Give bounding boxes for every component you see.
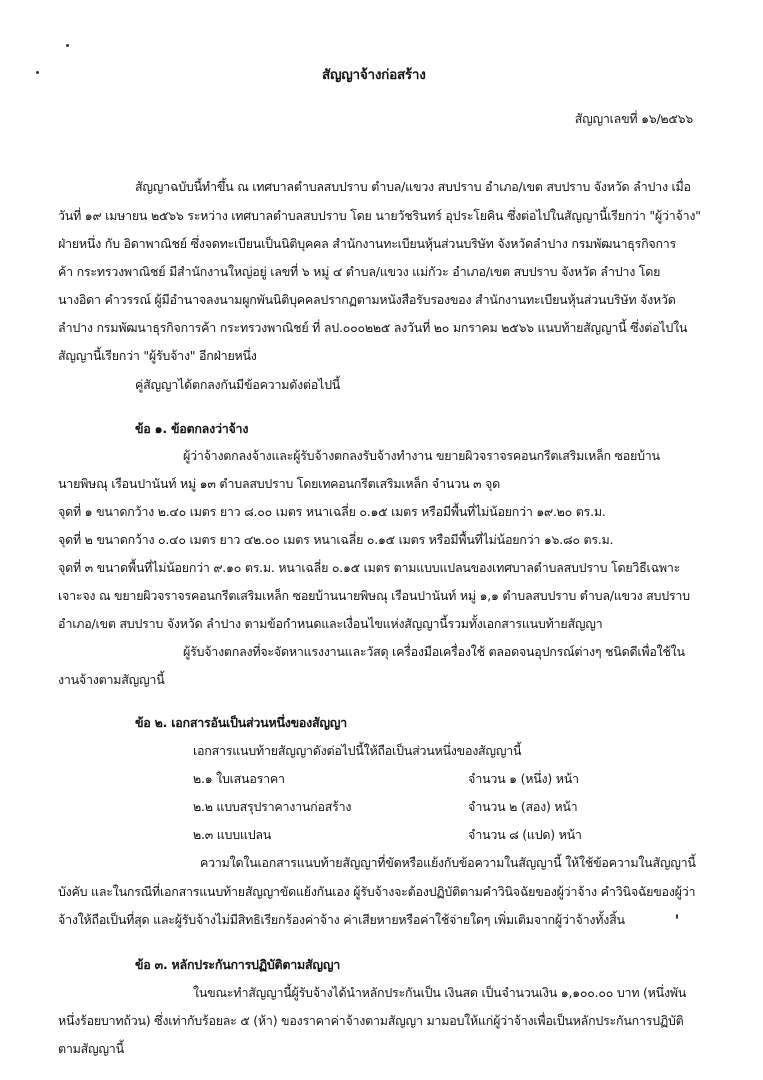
intro-line: ลำปาง กรมพัฒนาธุรกิจการค้า กระทรวงพาณิชย์ ที่ ลป.๐๐๐๒๒๕ ลงวันที่ ๒๐ มกราคม ๒๕๖๖ แนบท้ายสัญญานี้ ซึ่งต่อไปใน [58,320,688,335]
scan-speck [676,914,678,919]
scan-speck [66,44,69,47]
attachment-label: ๒.๑ ใบเสนอราคา [193,771,285,786]
intro-line: วันที่ ๑๙ เมษายน ๒๕๖๖ ระหว่าง เทศบาลตำบลสบปราบ โดย นายวัชรินทร์ อุประโยคิน ซึ่งต่อไปในสัญญานี้เรียกว่า "ผู้ว่าจ้าง" [58,208,701,223]
intro-line: นางอิดา คำวรรณ์ ผู้มีอำนาจลงนามผูกพันนิติบุคคลปรากฏตามหนังสือรับรองของ สำนักงานทะเบียนหุ้นส่วนบริษัท จังหวัด [58,292,676,307]
clause2-line: ความใดในเอกสารแนบท้ายสัญญาที่ขัดหรือแย้งกับข้อความในสัญญานี้ ให้ใช้ข้อความในสัญญานี้ [200,855,696,870]
clause1-line: งานจ้างตามสัญญานี้ [58,672,165,687]
clause3-line: ตามสัญญานี้ [58,1041,124,1056]
clause3-heading: ข้อ ๓. หลักประกันการปฏิบัติตามสัญญา [135,957,340,972]
clause3-line: ในขณะทำสัญญานี้ผู้รับจ้างได้นำหลักประกันเป็น เงินสด เป็นจำนวนเงิน ๑,๑๐๐.๐๐ บาท (หนึ่งพัน [193,985,687,1000]
clause1-line: จุดที่ ๓ ขนาดพื้นที่ไม่น้อยกว่า ๙.๑๐ ตร.ม. หนาเฉลี่ย ๐.๑๕ เมตร ตามแบบแปลนของเทศบาลตำบลสบปราบ โดยวิธีเฉพาะ [58,560,681,575]
clause2-line: บังคับ และในกรณีที่เอกสารแนบท้ายสัญญาขัดแย้งกันเอง ผู้รับจ้างจะต้องปฏิบัติตามคำวินิจฉัยของผู้ว่าจ้าง คำวินิจฉัยของผู้ว่า [58,884,696,899]
clause3-line: หนึ่งร้อยบาทถ้วน) ซึ่งเท่ากับร้อยละ ๕ (ห้า) ของราคาค่าจ้างตามสัญญา มามอบให้แก่ผู้ว่าจ้างเพื่อเป็นหลักประกันการปฏิบัติ [58,1013,684,1028]
attachment-label: ๒.๓ แบบแปลน [193,827,272,842]
intro-line: สัญญานี้เรียกว่า "ผู้รับจ้าง" อีกฝ่ายหนึ่ง [58,348,257,363]
intro-line: ฝ่ายหนึ่ง กับ อิดาพาณิชย์ ซึ่งจดทะเบียนเป็นนิติบุคคล สำนักงานทะเบียนหุ้นส่วนบริษัท จังหวัดลำปาง กรมพัฒนาธุรกิจการ [58,236,677,251]
clause1-heading: ข้อ ๑. ข้อตกลงว่าจ้าง [135,421,249,436]
intro-line: ค้า กระทรวงพาณิชย์ มีสำนักงานใหญ่อยู่ เลขที่ ๖ หมู่ ๔ ตำบล/แขวง แม่กัวะ อำเภอ/เขต สบปราบ จังหวัด ลำปาง โดย [58,264,661,279]
clause1-line: ผู้ว่าจ้างตกลงจ้างและผู้รับจ้างตกลงรับจ้างทำงาน ขยายผิวจราจรคอนกรีตเสริมเหล็ก ซอยบ้าน [183,448,660,463]
clause2-heading: ข้อ ๒. เอกสารอันเป็นส่วนหนึ่งของสัญญา [135,715,347,730]
attachment-count: จำนวน ๑ (หนึ่ง) หน้า [468,771,579,786]
clause1-line: จุดที่ ๒ ขนาดกว้าง ๐.๔๐ เมตร ยาว ๔๒.๐๐ เมตร หนาเฉลี่ย ๐.๑๕ เมตร หรือมีพื้นที่ไม่น้อยกว่า ๑๖.๘๐ ตร.ม. [58,532,614,547]
clause1-line: จุดที่ ๑ ขนาดกว้าง ๒.๔๐ เมตร ยาว ๘.๐๐ เมตร หนาเฉลี่ย ๐.๑๕ เมตร หรือมีพื้นที่ไม่น้อยกว่า ๑๙.๒๐ ตร.ม. [58,504,606,519]
intro-line: สัญญาฉบับนี้ทำขึ้น ณ เทศบาลตำบลสบปราบ ตำบล/แขวง สบปราบ อำเภอ/เขต สบปราบ จังหวัด ลำปาง เมื่อ [135,179,691,194]
clause1-line: อำเภอ/เขต สบปราบ จังหวัด ลำปาง ตามข้อกำหนดและเงื่อนไขแห่งสัญญานี้รวมทั้งเอกสารแนบท้ายสัญญา [58,616,603,631]
attachment-count: จำนวน ๒ (สอง) หน้า [468,799,578,814]
attachment-count: จำนวน ๘ (แปด) หน้า [468,827,582,842]
contract-number: สัญญาเลขที่ ๑๖/๒๕๖๖ [574,111,693,126]
agreement-line: คู่สัญญาได้ตกลงกันมีข้อความดังต่อไปนี้ [135,377,341,392]
clause2-line: จ้างให้ถือเป็นที่สุด และผู้รับจ้างไม่มีสิทธิเรียกร้องค่าจ้าง ค่าเสียหายหรือค่าใช้จ่ายใดๆ เพิ่มเติมจากผู้ว่าจ้างทั้งสิ้น [58,912,625,927]
clause1-line: ผู้รับจ้างตกลงที่จะจัดหาแรงงานและวัสดุ เครื่องมือเครื่องใช้ ตลอดจนอุปกรณ์ต่างๆ ชนิดดีเพื่อใช้ใน [183,644,685,659]
scan-speck [36,71,39,74]
clause1-line: เจาะจง ณ ขยายผิวจราจรคอนกรีตเสริมเหล็ก ซอยบ้านนายพิษณุ เรือนปานันท์ หมู่ ๑,๑ ตำบลสบปราบ ตำบล/แขวง สบปราบ [58,588,690,603]
attachment-label: ๒.๒ แบบสรุปราคางานก่อสร้าง [193,799,352,814]
document-title: สัญญาจ้างก่อสร้าง [322,67,426,83]
clause2-intro: เอกสารแนบท้ายสัญญาดังต่อไปนี้ให้ถือเป็นส่วนหนึ่งของสัญญานี้ [193,743,522,758]
clause1-line: นายพิษณุ เรือนปานันท์ หมู่ ๑๓ ตำบลสบปราบ โดยเทคอนกรีตเสริมเหล็ก จำนวน ๓ จุด [58,476,500,491]
